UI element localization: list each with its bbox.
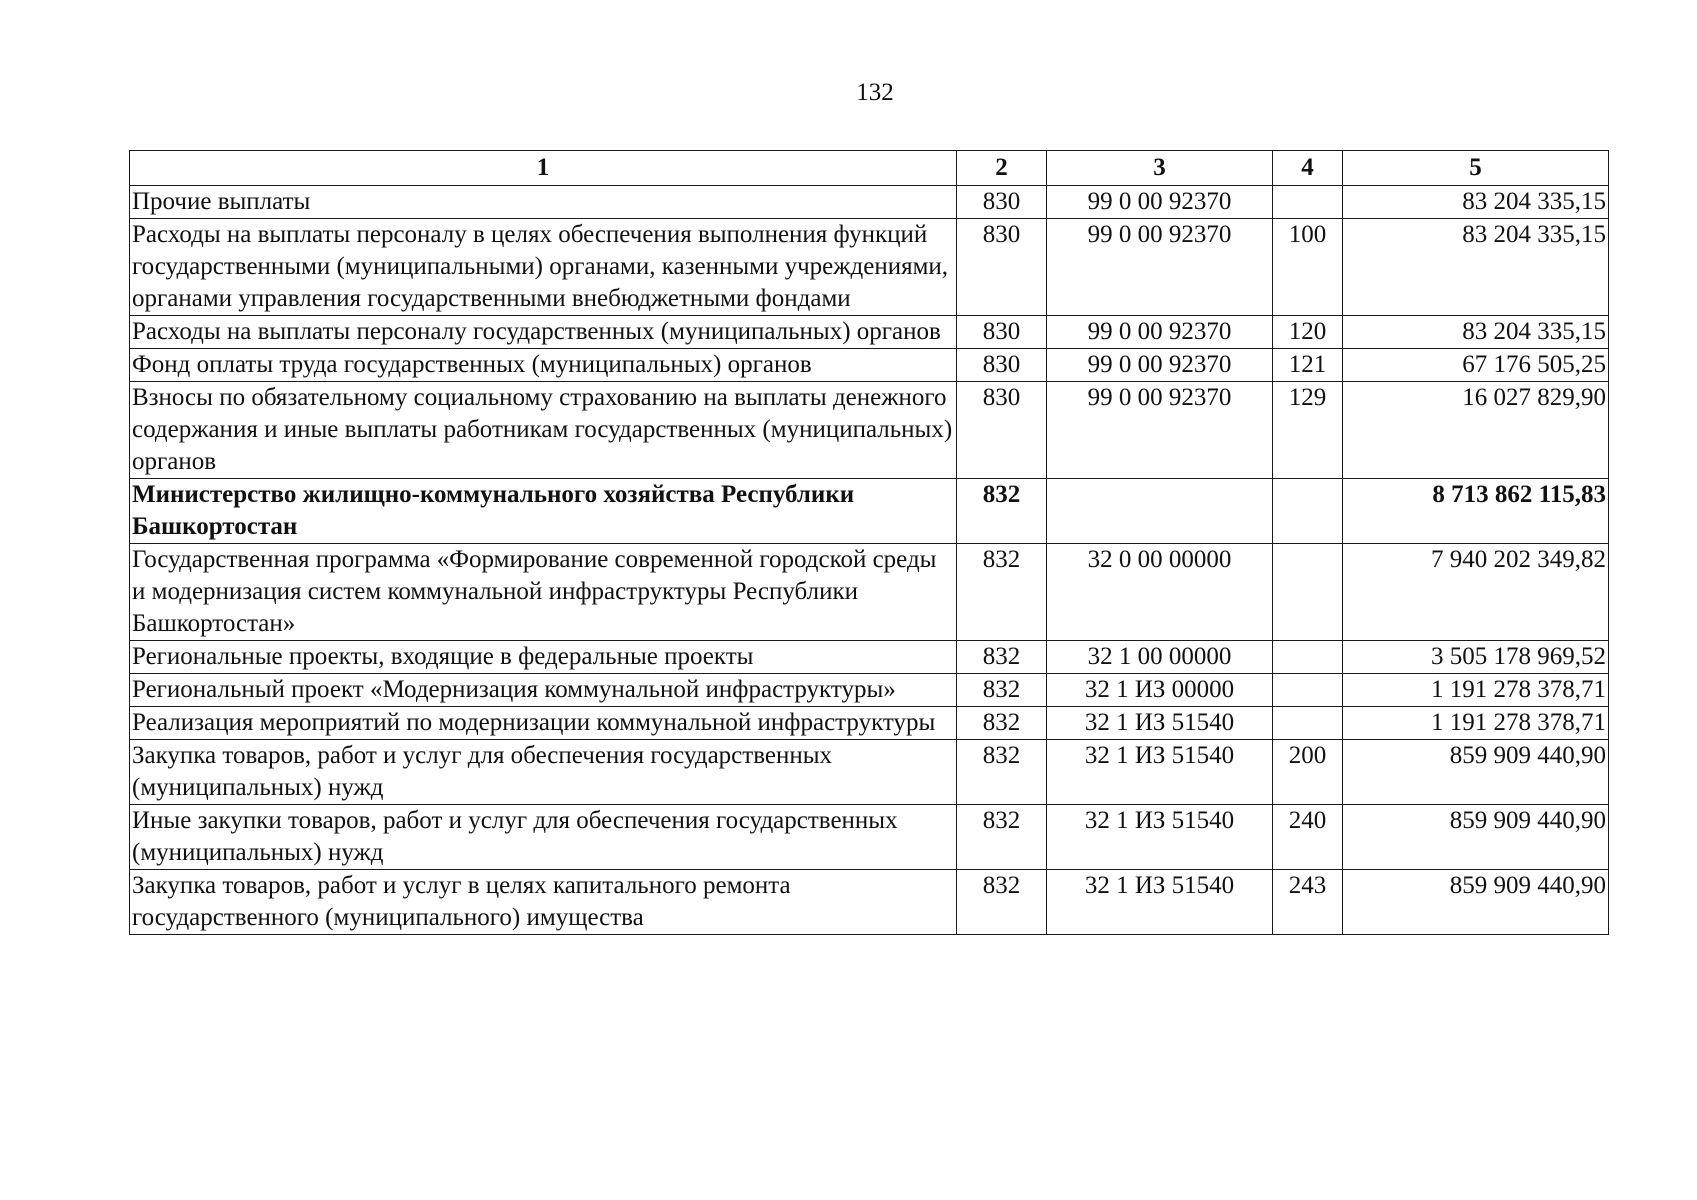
row-type-code xyxy=(1273,544,1343,641)
row-target-code: 99 0 00 92370 xyxy=(1047,382,1273,479)
table-body xyxy=(130,186,1609,935)
budget-table xyxy=(129,150,1609,935)
row-ministry-code: 832 xyxy=(957,674,1047,707)
table-row xyxy=(130,870,1609,935)
row-name: Фонд оплаты труда государственных (муниципальных) органов xyxy=(130,349,957,382)
row-name: Иные закупки товаров, работ и услуг для обеспечения государственных (муниципальных) нужд xyxy=(130,805,957,870)
row-type-code xyxy=(1273,674,1343,707)
table-row xyxy=(130,805,1609,870)
page-number: 132 xyxy=(856,79,894,106)
row-name: Региональные проекты, входящие в федеральные проекты xyxy=(130,641,957,674)
row-type-code: 240 xyxy=(1273,805,1343,870)
row-target-code: 32 1 ИЗ 51540 xyxy=(1047,740,1273,805)
row-ministry-code: 830 xyxy=(957,316,1047,349)
table-row xyxy=(130,740,1609,805)
row-target-code: 99 0 00 92370 xyxy=(1047,349,1273,382)
row-amount: 16 027 829,90 xyxy=(1343,382,1609,479)
row-amount: 3 505 178 969,52 xyxy=(1343,641,1609,674)
row-ministry-code: 830 xyxy=(957,219,1047,316)
header-col-2: 2 xyxy=(957,151,1047,186)
table-row xyxy=(130,219,1609,316)
row-target-code: 32 1 00 00000 xyxy=(1047,641,1273,674)
row-target-code: 32 1 ИЗ 51540 xyxy=(1047,805,1273,870)
table-row xyxy=(130,316,1609,349)
row-target-code: 32 1 ИЗ 00000 xyxy=(1047,674,1273,707)
row-target-code: 32 1 ИЗ 51540 xyxy=(1047,870,1273,935)
row-type-code: 243 xyxy=(1273,870,1343,935)
row-name: Закупка товаров, работ и услуг в целях капитального ремонта государственного (муниципального) имущества xyxy=(130,870,957,935)
row-target-code: 99 0 00 92370 xyxy=(1047,219,1273,316)
row-name: Прочие выплаты xyxy=(130,186,957,219)
row-name: Расходы на выплаты персоналу в целях обеспечения выполнения функций государственными (муниципальными) органами, казенными учреждениями, органами управления государственными внебюджетными фондами xyxy=(130,219,957,316)
table-row xyxy=(130,707,1609,740)
row-target-code: 99 0 00 92370 xyxy=(1047,316,1273,349)
table-row xyxy=(130,382,1609,479)
row-type-code xyxy=(1273,641,1343,674)
row-name: Государственная программа «Формирование современной городской среды и модернизация систем коммунальной инфраструктуры Республики Башкортостан» xyxy=(130,544,957,641)
row-ministry-code: 832 xyxy=(957,707,1047,740)
row-ministry-code: 832 xyxy=(957,479,1047,544)
row-name: Реализация мероприятий по модернизации коммунальной инфраструктуры xyxy=(130,707,957,740)
row-target-code: 32 1 ИЗ 51540 xyxy=(1047,707,1273,740)
row-amount: 83 204 335,15 xyxy=(1343,186,1609,219)
row-type-code: 121 xyxy=(1273,349,1343,382)
row-ministry-code: 830 xyxy=(957,186,1047,219)
header-col-5: 5 xyxy=(1343,151,1609,186)
row-amount: 1 191 278 378,71 xyxy=(1343,707,1609,740)
table-row xyxy=(130,641,1609,674)
row-type-code: 100 xyxy=(1273,219,1343,316)
row-amount: 67 176 505,25 xyxy=(1343,349,1609,382)
row-target-code: 32 0 00 00000 xyxy=(1047,544,1273,641)
row-ministry-code: 832 xyxy=(957,870,1047,935)
row-amount: 859 909 440,90 xyxy=(1343,740,1609,805)
row-amount: 859 909 440,90 xyxy=(1343,805,1609,870)
row-amount: 1 191 278 378,71 xyxy=(1343,674,1609,707)
row-type-code xyxy=(1273,479,1343,544)
row-type-code: 200 xyxy=(1273,740,1343,805)
header-col-1: 1 xyxy=(130,151,957,186)
row-type-code: 129 xyxy=(1273,382,1343,479)
row-amount: 83 204 335,15 xyxy=(1343,316,1609,349)
table-row xyxy=(130,349,1609,382)
row-amount: 8 713 862 115,83 xyxy=(1343,479,1609,544)
table-row xyxy=(130,544,1609,641)
row-ministry-code: 832 xyxy=(957,805,1047,870)
row-ministry-code: 832 xyxy=(957,641,1047,674)
row-ministry-code: 832 xyxy=(957,544,1047,641)
row-type-code xyxy=(1273,707,1343,740)
row-name: Взносы по обязательному социальному страхованию на выплаты денежного содержания и иные выплаты работникам государственных (муниципальных) органов xyxy=(130,382,957,479)
row-amount: 7 940 202 349,82 xyxy=(1343,544,1609,641)
row-amount: 859 909 440,90 xyxy=(1343,870,1609,935)
row-amount: 83 204 335,15 xyxy=(1343,219,1609,316)
row-name: Расходы на выплаты персоналу государственных (муниципальных) органов xyxy=(130,316,957,349)
table-row-ministry-total xyxy=(130,479,1609,544)
table-row xyxy=(130,674,1609,707)
table-header-row xyxy=(130,151,1609,186)
row-name: Закупка товаров, работ и услуг для обеспечения государственных (муниципальных) нужд xyxy=(130,740,957,805)
table-row xyxy=(130,186,1609,219)
row-target-code xyxy=(1047,479,1273,544)
row-type-code xyxy=(1273,186,1343,219)
row-ministry-code: 830 xyxy=(957,382,1047,479)
row-name: Министерство жилищно-коммунального хозяйства Республики Башкортостан xyxy=(130,479,957,544)
row-target-code: 99 0 00 92370 xyxy=(1047,186,1273,219)
row-type-code: 120 xyxy=(1273,316,1343,349)
row-name: Региональный проект «Модернизация коммунальной инфраструктуры» xyxy=(130,674,957,707)
row-ministry-code: 830 xyxy=(957,349,1047,382)
row-ministry-code: 832 xyxy=(957,740,1047,805)
header-col-4: 4 xyxy=(1273,151,1343,186)
header-col-3: 3 xyxy=(1047,151,1273,186)
